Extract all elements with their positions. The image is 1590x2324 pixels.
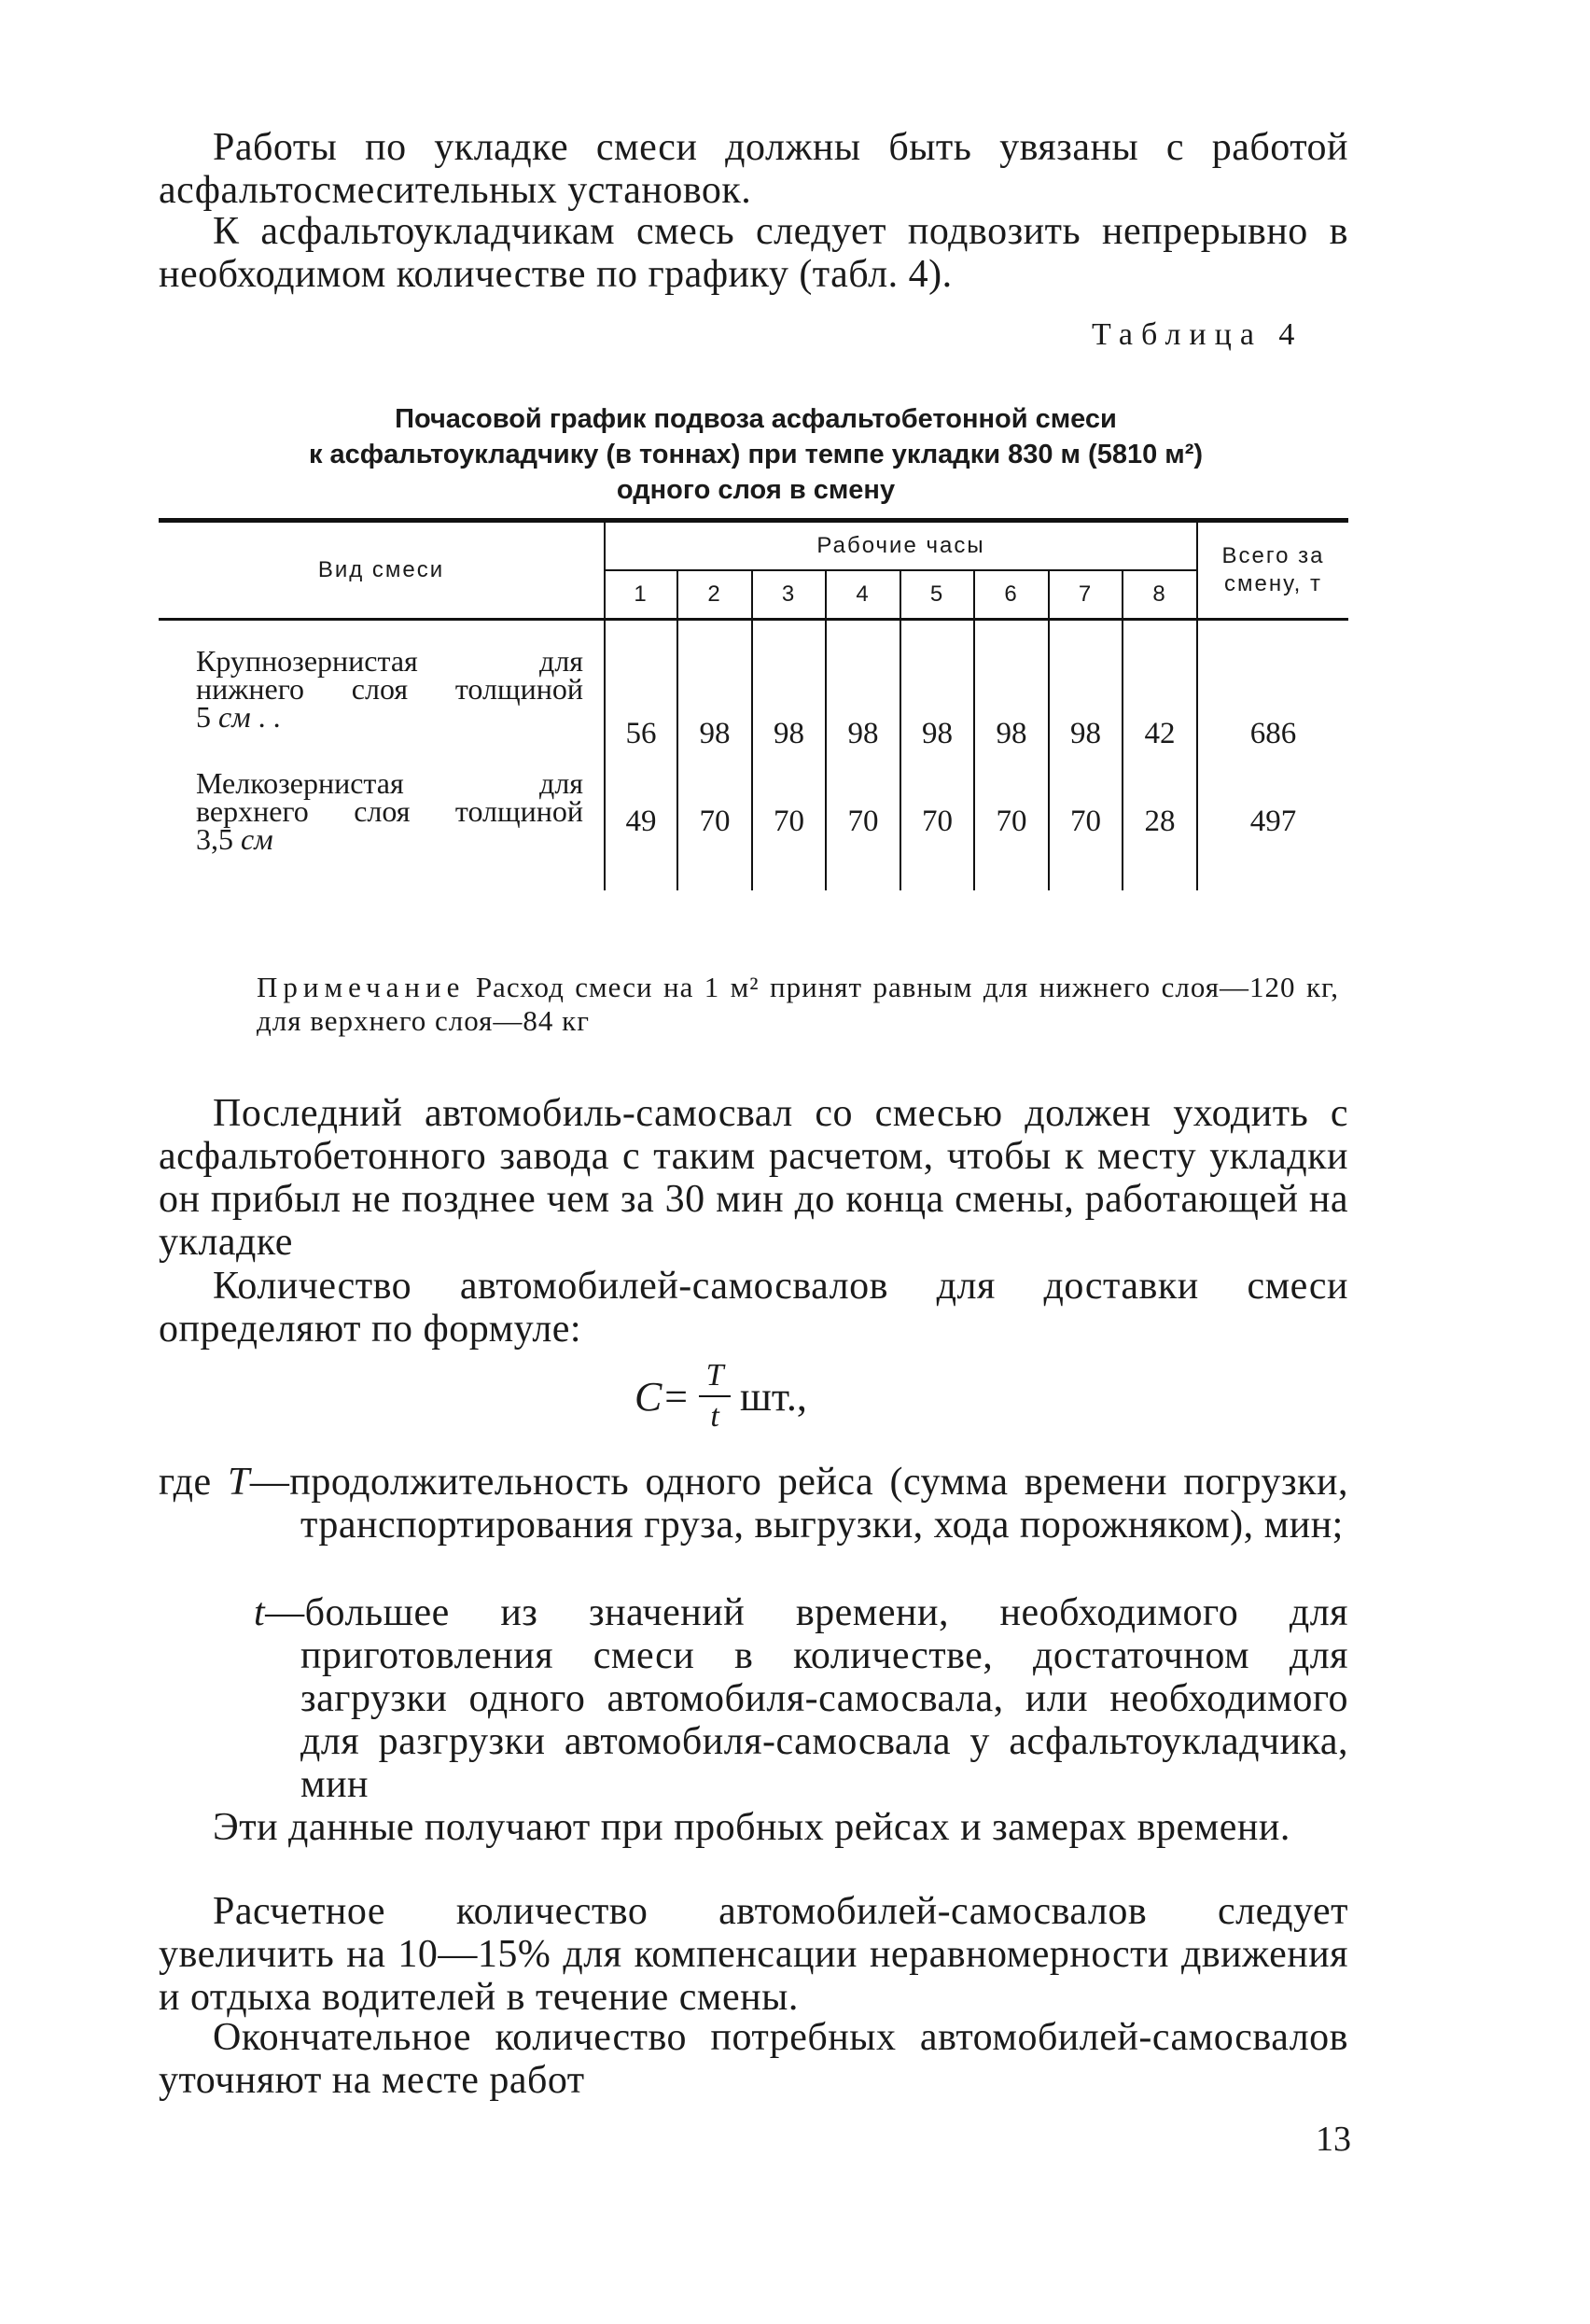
value-cell: 98 (900, 620, 974, 753)
paragraph-intro-1: Работы по укладке смеси должны быть увязаны с работой асфальтосмесительных установок. (159, 126, 1348, 212)
value-cell: 70 (752, 752, 826, 890)
mix-name-coarse: Крупнозернистая для нижнего слоя толщиной 5 см . . (196, 644, 583, 734)
header-mix-type: Вид смеси (159, 521, 605, 620)
definition-T: где T—продолжительность одного рейса (сумма времени погрузки, транспортирования груза, выгрузки, хода порожняком), мин; (159, 1461, 1348, 1547)
total-cell: 497 (1197, 752, 1348, 890)
header-hour: 2 (677, 570, 752, 620)
table-note (257, 971, 1339, 1038)
value-cell: 42 (1123, 620, 1197, 753)
value-cell: 70 (1049, 752, 1123, 890)
fraction-bar (699, 1395, 731, 1397)
delivery-schedule-table (159, 518, 1348, 890)
note-text: Расход смеси на 1 м² принят равным для нижнего слоя—120 кг, для верхнего слоя—84 кг (257, 971, 1339, 1037)
paragraph-trial-runs: Эти данные получают при пробных рейсах и замерах времени. (213, 1806, 1290, 1849)
header-row-1 (159, 521, 1348, 571)
value-cell: 70 (677, 752, 752, 890)
paragraph-last-truck: Последний автомобиль-самосвал со смесью должен уходить с асфальтобетонного завода с таким расчетом, чтобы к месту укладки он прибыл не позднее чем за 30 мин до конца смены, работающей на укладке (159, 1092, 1348, 1264)
formula (635, 1358, 807, 1435)
header-hour: 5 (900, 570, 974, 620)
total-cell: 686 (1197, 620, 1348, 753)
header-hour: 7 (1049, 570, 1123, 620)
formula-unit: шт., (740, 1373, 807, 1420)
paragraph-formula-intro: Количество автомобилей-самосвалов для доставки смеси определяют по формуле: (159, 1265, 1348, 1351)
paragraph-final-count: Окончательное количество потребных автомобилей-самосвалов уточняют на месте работ (159, 2016, 1348, 2102)
page-number: 13 (1316, 2120, 1351, 2159)
table-label: Таблица 4 (1092, 317, 1304, 352)
value-cell: 70 (826, 752, 900, 890)
value-cell: 98 (677, 620, 752, 753)
paragraph-intro-2: К асфальтоукладчикам смесь следует подвозить непрерывно в необходимом количестве по графику (табл. 4). (159, 210, 1348, 296)
formula-lhs: C= (635, 1373, 690, 1420)
header-hour: 3 (752, 570, 826, 620)
header-hour: 4 (826, 570, 900, 620)
mix-name-fine: Мелкозернистая для верхнего слоя толщиной 3,5 см (196, 766, 583, 856)
value-cell: 56 (605, 620, 677, 753)
formula-fraction (699, 1358, 731, 1435)
value-cell: 98 (826, 620, 900, 753)
note-heading: Примечание (257, 971, 466, 1003)
value-cell: 49 (605, 752, 677, 890)
table-caption (159, 401, 1353, 508)
value-cell: 28 (1123, 752, 1197, 890)
paragraph-increase: Расчетное количество автомобилей-самосвалов следует увеличить на 10—15% для компенсации неравномерности движения и отдыха водителей в течение смены. (159, 1890, 1348, 2019)
caption-line-2: к асфальтоукладчику (в тоннах) при темпе укладки 830 м (5810 м²) (308, 440, 1204, 469)
value-cell: 70 (974, 752, 1049, 890)
table-row (159, 752, 1348, 890)
header-hour: 1 (605, 570, 677, 620)
header-hour: 8 (1123, 570, 1197, 620)
header-total: Всего за смену, т (1197, 521, 1348, 620)
header-working-hours: Рабочие часы (605, 521, 1197, 571)
caption-line-1: Почасовой график подвоза асфальтобетонной смеси (395, 404, 1117, 434)
caption-line-3: одного слоя в смену (616, 475, 896, 505)
value-cell: 70 (900, 752, 974, 890)
formula-numerator: T (705, 1358, 724, 1393)
value-cell: 98 (1049, 620, 1123, 753)
formula-denominator: t (710, 1399, 719, 1434)
header-hour: 6 (974, 570, 1049, 620)
value-cell: 98 (752, 620, 826, 753)
table-row (159, 620, 1348, 753)
value-cell: 98 (974, 620, 1049, 753)
definition-t: t—большее из значений времени, необходимого для приготовления смеси в количестве, достаточном для загрузки одного автомобиля-самосвала, или необходимого для разгрузки автомобиля-самосвала у асфальтоукладчика, мин (254, 1591, 1348, 1806)
